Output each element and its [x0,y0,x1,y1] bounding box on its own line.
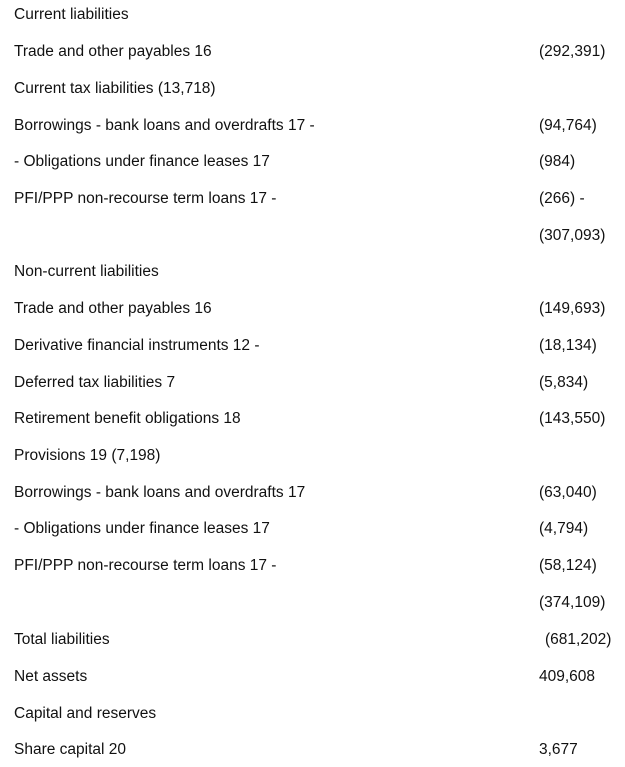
row-label: Provisions 19 (7,198) [14,447,161,464]
row-label: Non-current liabilities [14,263,159,280]
table-row [0,407,625,431]
row-label: Trade and other payables 16 [14,300,212,317]
subtotal-value: (374,109) [539,594,606,611]
table-row [0,77,625,101]
row-value: (292,391) [539,43,606,60]
row-value: (143,550) [539,410,606,427]
row-value: (149,693) [539,300,606,317]
row-label: Deferred tax liabilities 7 [14,374,176,391]
table-row [0,114,625,138]
row-label: Total liabilities [14,631,110,648]
table-row [0,187,625,211]
row-value: (63,040) [539,484,597,501]
row-value: (94,764) [539,117,597,134]
total-liabilities-row [0,628,625,652]
row-value: (4,794) [539,520,589,537]
subtotal-row [0,591,625,615]
row-label: Derivative financial instruments 12 - [14,337,260,354]
row-label: Borrowings - bank loans and overdrafts 17 - [14,117,315,134]
row-label: Capital and reserves [14,705,157,722]
row-value: (5,834) [539,374,589,391]
section-heading-capital-and-reserves [0,702,625,726]
table-row [0,371,625,395]
section-heading-current-liabilities [0,3,625,27]
row-label: PFI/PPP non-recourse term loans 17 - [14,190,277,207]
row-value: (266) - [539,190,585,207]
table-row [0,554,625,578]
row-value: (18,134) [539,337,597,354]
row-label: Current liabilities [14,6,129,23]
row-value: 409,608 [539,668,596,685]
row-value: 3,677 [539,741,578,758]
table-row [0,40,625,64]
row-value: (984) [539,153,576,170]
table-row [0,150,625,174]
subtotal-row [0,224,625,248]
row-label: Retirement benefit obligations 18 [14,410,241,427]
total-value: (681,202) [545,631,612,648]
row-label: - Obligations under finance leases 17 [14,520,270,537]
table-row [0,444,625,468]
row-label: Net assets [14,668,88,685]
row-label: - Obligations under finance leases 17 [14,153,270,170]
row-value: (58,124) [539,557,597,574]
subtotal-value: (307,093) [539,227,606,244]
row-label: Borrowings - bank loans and overdrafts 17 [14,484,306,501]
table-row [0,738,625,762]
net-assets-row [0,665,625,689]
row-label: PFI/PPP non-recourse term loans 17 - [14,557,277,574]
table-row [0,481,625,505]
row-label: Current tax liabilities (13,718) [14,80,216,97]
table-row [0,297,625,321]
table-row [0,334,625,358]
section-heading-non-current-liabilities [0,260,625,284]
table-row [0,517,625,541]
row-label: Trade and other payables 16 [14,43,212,60]
row-label: Share capital 20 [14,741,127,758]
